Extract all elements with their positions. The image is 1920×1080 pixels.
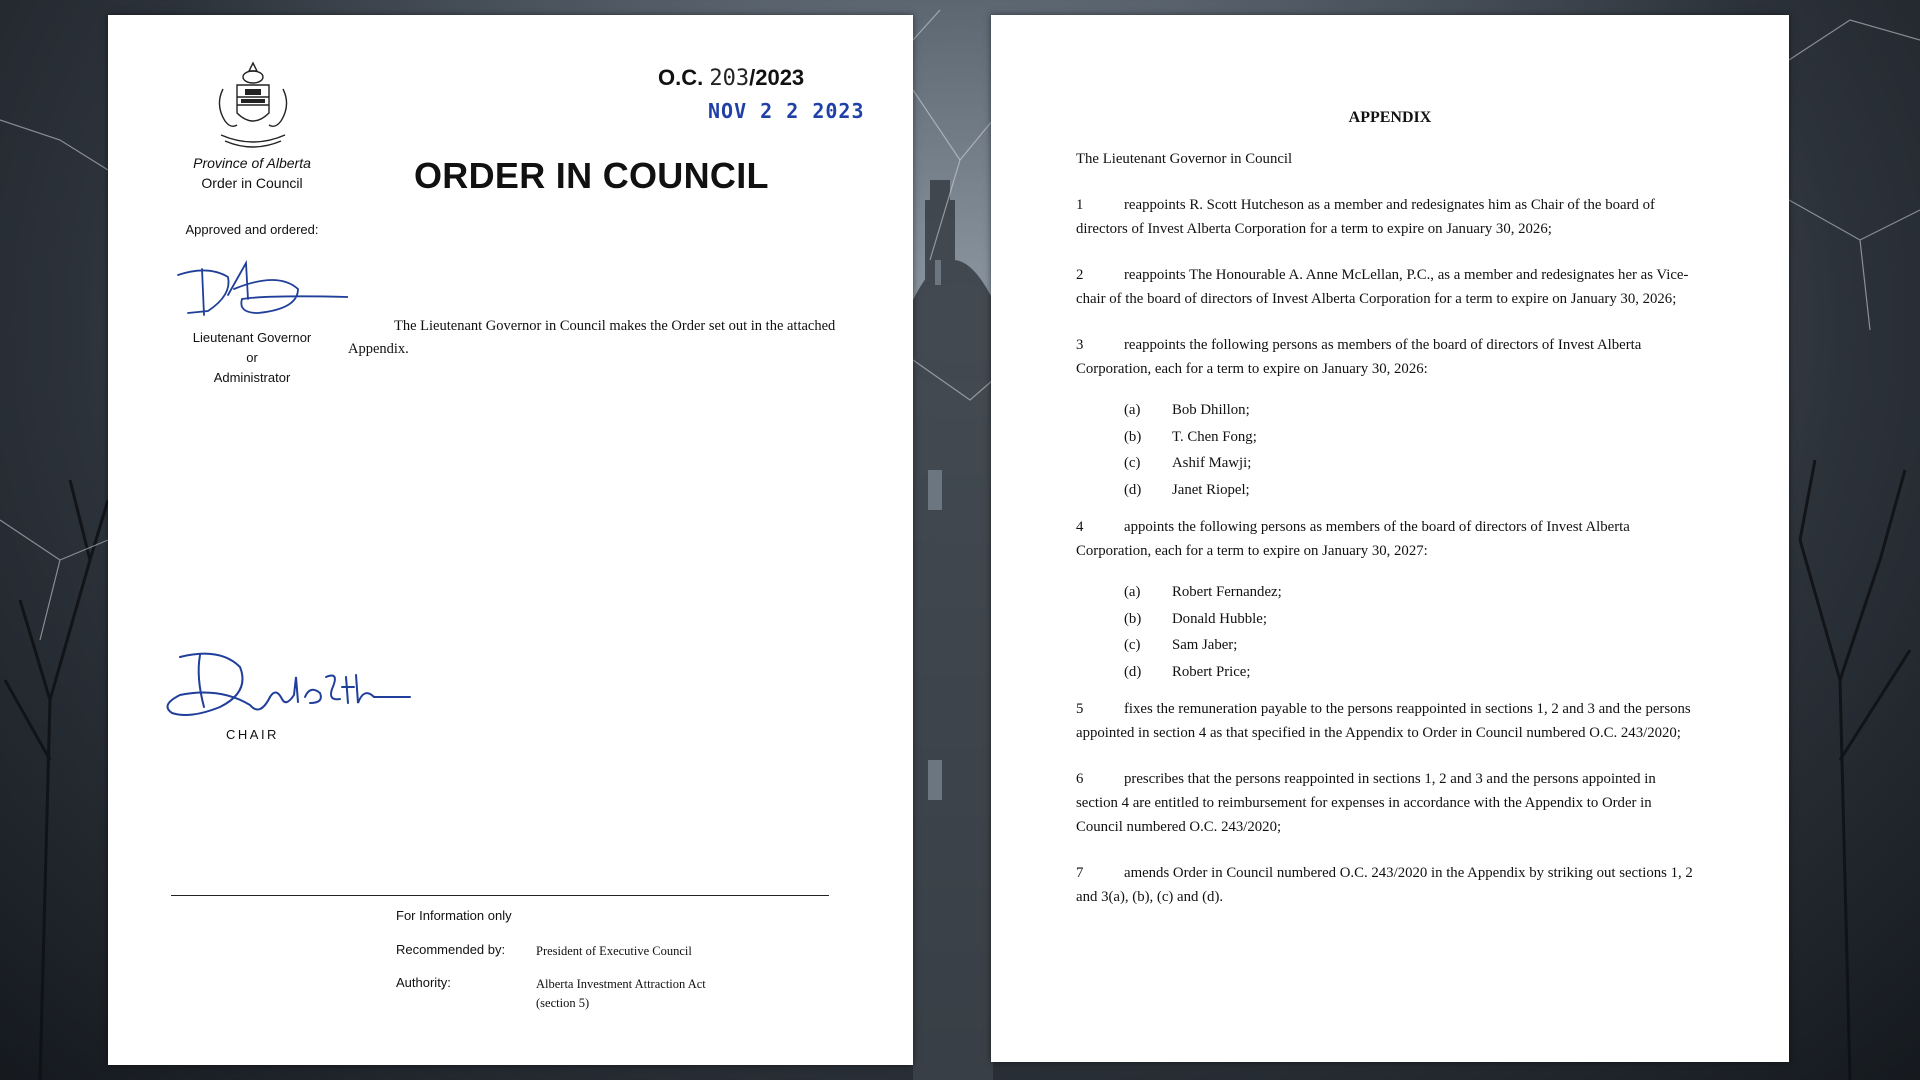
lg-label-line: Administrator — [213, 370, 291, 385]
appendix-title: APPENDIX — [1348, 109, 1432, 126]
oc-prefix: O.C. — [658, 65, 704, 90]
alberta-coat-of-arms-icon — [211, 59, 295, 151]
approved-label: Approved and ordered: — [185, 222, 319, 237]
item-letter: (a) — [1124, 584, 1141, 600]
item-name: Robert Fernandez; — [1172, 584, 1282, 600]
section-text: amends Order in Council numbered O.C. 243/2020 in the Appendix by striking out sections 1, 2 and 3(a), (b), (c) and (d). — [1076, 865, 1693, 905]
list-item — [1076, 632, 1696, 659]
oc-number — [658, 65, 804, 91]
recommended-label: Recommended by: — [396, 942, 506, 957]
chair-label: CHAIR — [226, 727, 279, 742]
order-in-council-page — [108, 15, 913, 1065]
section-4-list — [1076, 579, 1696, 685]
list-item — [1076, 424, 1696, 451]
item-letter: (c) — [1124, 455, 1141, 471]
section-text: prescribes that the persons reappointed in sections 1, 2 and 3 and the persons appointed in section 4 are entitled to reimbursement for expenses in accordance with the Appendix to Order in Council numbered O.C. 243/2020; — [1076, 771, 1656, 835]
chair-signature — [160, 647, 440, 742]
list-item — [1076, 397, 1696, 424]
info-only-label: For Information only — [396, 908, 512, 923]
section-number: 4 — [1076, 519, 1084, 535]
order-body-text: The Lieutenant Governor in Council makes the Order set out in the attached Appendix. — [348, 318, 836, 357]
authority-label: Authority: — [396, 975, 451, 990]
item-name: Bob Dhillon; — [1172, 402, 1250, 418]
section-6 — [1076, 767, 1696, 839]
item-letter: (d) — [1124, 481, 1142, 498]
list-item — [1076, 477, 1696, 504]
section-3 — [1076, 333, 1696, 381]
section-number: 7 — [1076, 865, 1084, 881]
recommended-value: President of Executive Council — [536, 944, 692, 958]
appendix-content — [1076, 147, 1696, 931]
section-4 — [1076, 515, 1696, 563]
section-text: appoints the following persons as members of the board of directors of Invest Alberta Corporation, each for a term to expire on January 30, 2027: — [1076, 519, 1630, 559]
list-item — [1076, 579, 1696, 606]
section-1 — [1076, 193, 1696, 241]
appendix-page — [991, 15, 1789, 1062]
list-item — [1076, 606, 1696, 633]
item-name: Robert Price; — [1172, 663, 1251, 680]
item-letter: (b) — [1124, 610, 1142, 627]
authority-value — [536, 975, 706, 1013]
page-title: ORDER IN COUNCIL — [414, 155, 769, 196]
section-text: reappoints the following persons as members of the board of directors of Invest Alberta Corporation, each for a term to expire on January 30, 2026: — [1076, 337, 1642, 377]
lieutenant-governor-label — [158, 328, 346, 388]
province-name: Province of Alberta — [193, 155, 311, 171]
oc-year: /2023 — [749, 65, 805, 90]
date-stamp: NOV 2 2 2023 — [708, 99, 865, 123]
province-subtitle: Order in Council — [201, 175, 303, 191]
item-name: T. Chen Fong; — [1172, 428, 1257, 445]
item-letter: (b) — [1124, 428, 1142, 445]
item-name: Ashif Mawji; — [1172, 455, 1252, 471]
appendix-intro: The Lieutenant Governor in Council — [1076, 151, 1293, 167]
divider — [171, 895, 829, 896]
item-letter: (c) — [1124, 637, 1141, 653]
authority-act: Alberta Investment Attraction Act — [536, 977, 706, 991]
section-number: 1 — [1076, 197, 1084, 213]
item-name: Sam Jaber; — [1172, 637, 1238, 653]
lieutenant-governor-signature — [168, 255, 348, 335]
section-text: reappoints The Honourable A. Anne McLellan, P.C., as a member and redesignates her as Vice-chair of the board of directors of Invest Alberta Corporation for a term to expire on January 30, 2026; — [1076, 267, 1689, 307]
section-5 — [1076, 697, 1696, 745]
section-number: 6 — [1076, 771, 1084, 787]
lg-label-line: or — [246, 350, 258, 365]
section-number: 3 — [1076, 337, 1084, 353]
item-letter: (a) — [1124, 402, 1141, 418]
item-letter: (d) — [1124, 663, 1142, 680]
item-name: Donald Hubble; — [1172, 610, 1267, 627]
section-text: fixes the remuneration payable to the persons reappointed in sections 1, 2 and 3 and the persons appointed in section 4 as that specified in the Appendix to Order in Council numbered O.C. 243/2020; — [1076, 701, 1691, 741]
section-number: 2 — [1076, 267, 1084, 283]
item-name: Janet Riopel; — [1172, 481, 1250, 498]
section-7 — [1076, 861, 1696, 909]
section-3-list — [1076, 397, 1696, 503]
authority-section: (section 5) — [536, 996, 590, 1010]
lg-label-line: Lieutenant Governor — [192, 330, 312, 345]
oc-stamp-number: 203 — [709, 66, 750, 91]
section-number: 5 — [1076, 701, 1084, 717]
section-text: reappoints R. Scott Hutcheson as a member and redesignates him as Chair of the board of directors of Invest Alberta Corporation for a term to expire on January 30, 2026; — [1076, 197, 1655, 237]
list-item — [1076, 450, 1696, 477]
section-2 — [1076, 263, 1696, 311]
list-item — [1076, 659, 1696, 686]
